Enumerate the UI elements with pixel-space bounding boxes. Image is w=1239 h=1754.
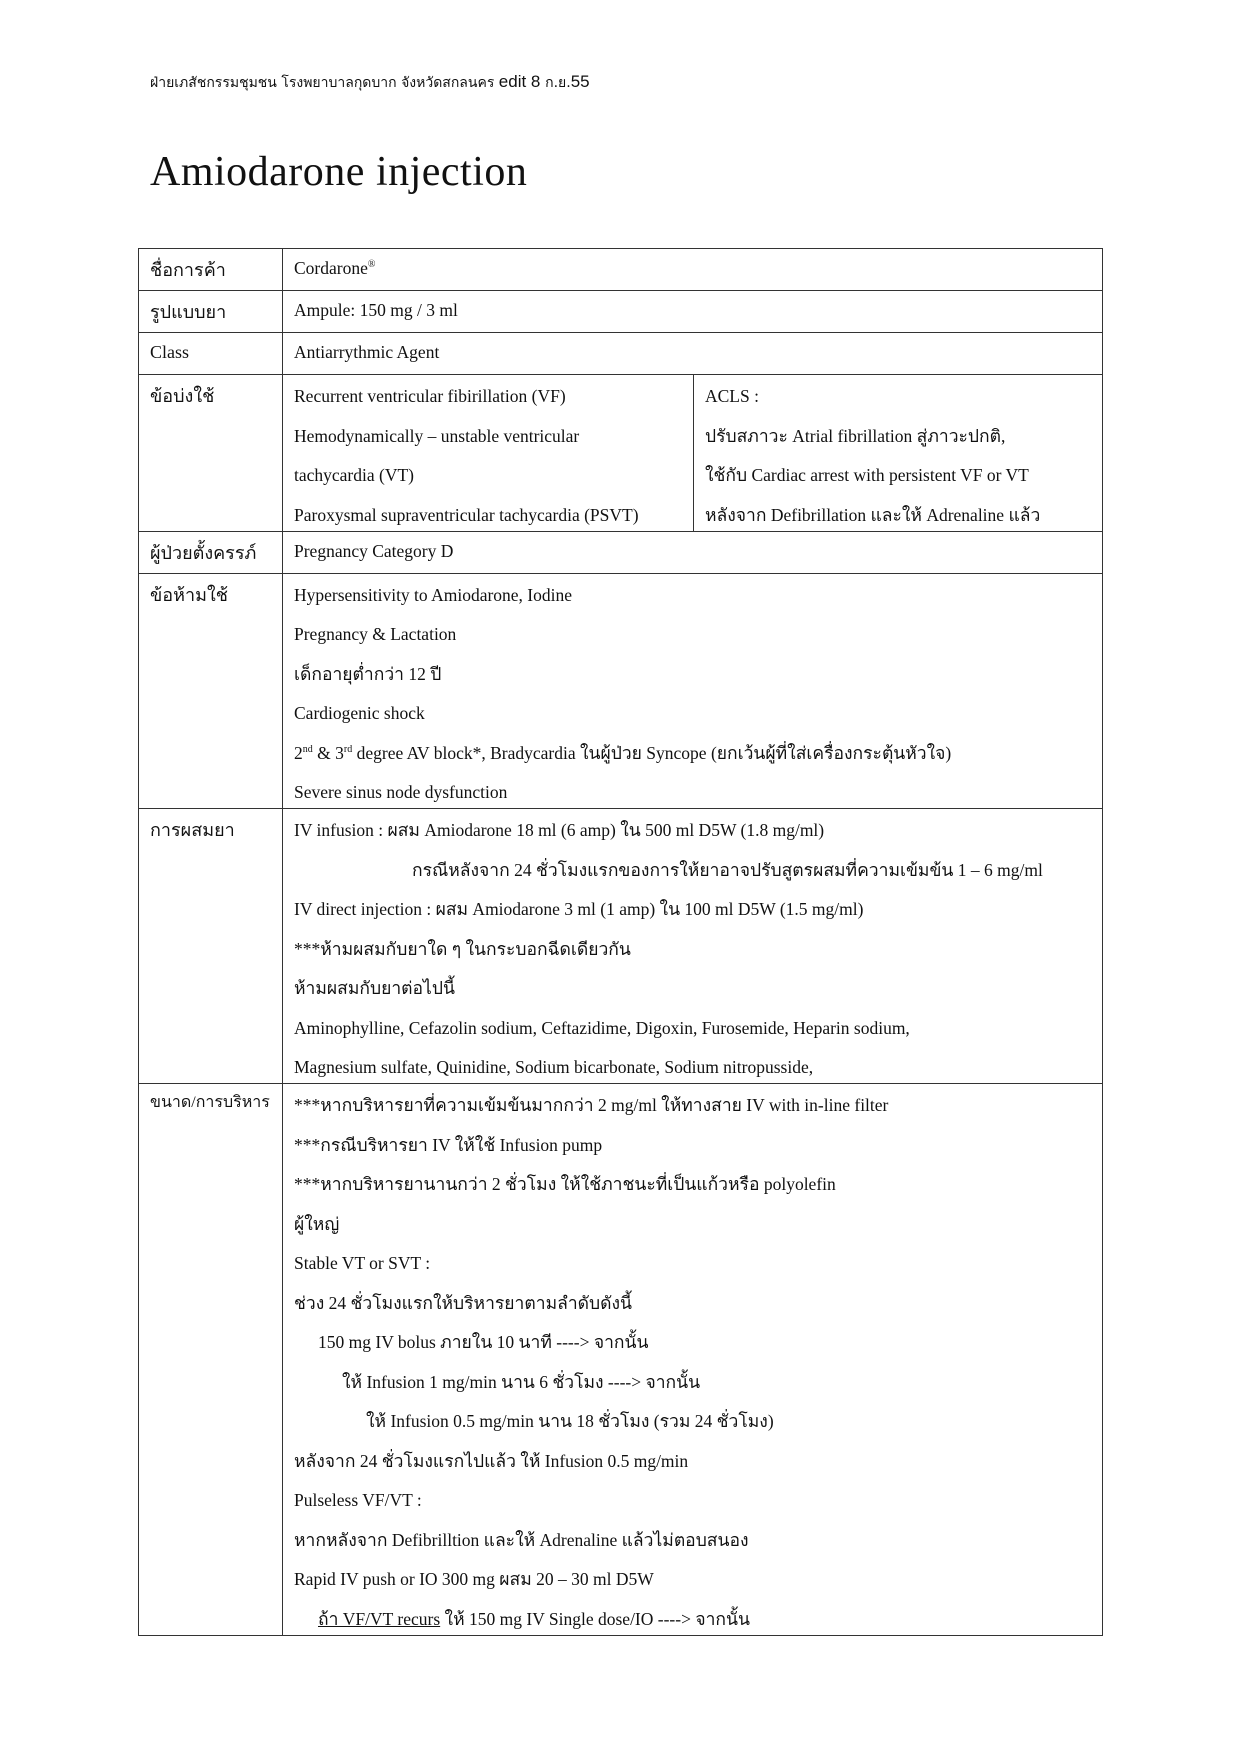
contraindications-list [283, 573, 1103, 809]
dosage-item: Rapid IV push or IO 300 mg ผสม 20 – 30 ml D5W [294, 1569, 654, 1589]
document-title: Amiodarone injection [150, 149, 528, 195]
label-pregnancy: ผู้ป่วยตั้งครรภ์ [139, 531, 283, 573]
mixing-item: กรณีหลังจาก 24 ชั่วโมงแรกของการให้ยาอาจปรับสูตรผสมที่ความเข้มข้น 1 – 6 mg/ml [412, 859, 1043, 880]
dosage-item: ***หากบริหารยาที่ความเข้มข้นมากกว่า 2 mg/ml ให้ทางสาย IV with in-line filter [294, 1095, 889, 1115]
dosage-item: ให้ Infusion 1 mg/min นาน 6 ชั่วโมง ----> จากนั้น [342, 1371, 701, 1392]
contraindication-item: Hypersensitivity to Amiodarone, Iodine [294, 584, 573, 605]
dosage-item: หากหลังจาก Defibrilltion และให้ Adrenaline แล้วไม่ตอบสนอง [294, 1529, 749, 1550]
contraindication-item: Pregnancy & Lactation [294, 624, 457, 644]
indication-item: Recurrent ventricular fibirillation (VF) [294, 386, 566, 406]
av-3: & 3 [312, 742, 344, 763]
contraindication-item [294, 738, 1102, 778]
label-trade-name: ชื่อการค้า [139, 249, 283, 291]
label-dosage-form: รูปแบบยา [139, 291, 283, 333]
header-hospital: ฝ่ายเภสัชกรรมชุมชน โรงพยาบาลกุดบาก จังหวัดสกลนคร [150, 75, 499, 91]
dosage-item: ให้ Infusion 0.5 mg/min นาน 18 ชั่วโมง (รวม 24 ชั่วโมง) [366, 1411, 774, 1431]
mixing-item: IV infusion : ผสม Amiodarone 18 ml (6 amp) ใน 500 ml D5W (1.8 mg/ml) [294, 820, 825, 840]
mixing-item: Aminophylline, Cefazolin sodium, Ceftazidime, Digoxin, Furosemide, Heparin sodium, [294, 1017, 910, 1038]
acls-item: หลังจาก Defibrillation และให้ Adrenaline แล้ว [704, 504, 1041, 525]
sup-rd: rd [343, 743, 353, 755]
recurs-rest: ให้ 150 mg IV Single dose/IO ----> จากนั้น [440, 1608, 750, 1629]
trade-name: Cordarone [294, 258, 368, 278]
dosage-item: ***กรณีบริหารยา IV ให้ใช้ Infusion pump [294, 1134, 603, 1155]
dosage-list [283, 1084, 1103, 1636]
av-2: 2 [294, 742, 303, 763]
av-text: degree AV block*, Bradycardia ในผู้ป่วย Syncope (ยกเว้นผู้ที่ใส่เครื่องกระตุ้นหัวใจ) [352, 742, 952, 763]
label-mixing: การผสมยา [139, 809, 283, 1084]
contraindication-item: เด็กอายุต่ำกว่า 12 ปี [294, 663, 442, 684]
indication-item: Hemodynamically – unstable ventricular [294, 425, 580, 446]
contraindication-item: Severe sinus node dysfunction [294, 782, 508, 802]
acls-notes [693, 375, 1102, 532]
recurs-underlined: ถ้า VF/VT recurs [318, 1608, 441, 1629]
acls-item: ปรับสภาวะ Atrial fibrillation สู่ภาวะปกติ, [704, 425, 1006, 446]
header-month: ก.ย. [545, 75, 571, 91]
dosage-item: หลังจาก 24 ชั่วโมงแรกไปแล้ว ให้ Infusion 0.5 mg/min [294, 1450, 689, 1471]
row-indications [139, 375, 1103, 532]
header-edit: edit 8 [498, 72, 546, 91]
dosage-item: Stable VT or SVT : [294, 1253, 431, 1273]
row-trade-name [139, 249, 1103, 291]
row-mixing [139, 809, 1103, 1084]
indication-item: Paroxysmal supraventricular tachycardia (PSVT) [294, 504, 639, 525]
dosage-item: 150 mg IV bolus ภายใน 10 นาที ----> จากนั้น [318, 1332, 649, 1352]
mixing-item: Magnesium sulfate, Quinidine, Sodium bicarbonate, Sodium nitropusside, [294, 1057, 814, 1077]
dosage-item: ผู้ใหญ่ [294, 1213, 340, 1234]
dosage-item: ***หากบริหารยานานกว่า 2 ชั่วโมง ให้ใช้ภาชนะที่เป็นแก้วหรือ polyolefin [294, 1174, 836, 1194]
row-class [139, 333, 1103, 375]
label-dosage: ขนาด/การบริหาร [139, 1084, 283, 1636]
acls-item: ACLS : [704, 386, 759, 406]
contraindication-item: Cardiogenic shock [294, 703, 425, 723]
mixing-item: ห้ามผสมกับยาต่อไปนี้ [294, 978, 455, 998]
mixing-item: ***ห้ามผสมกับยาใด ๆ ในกระบอกฉีดเดียวกัน [294, 938, 631, 959]
value-trade-name [283, 249, 1103, 291]
label-contraindications: ข้อห้ามใช้ [139, 573, 283, 809]
label-class: Class [139, 333, 283, 375]
registered-mark: ® [367, 259, 376, 271]
row-dosage [139, 1084, 1103, 1636]
dosage-item [294, 1604, 1102, 1633]
dosage-item: ช่วง 24 ชั่วโมงแรกให้บริหารยาตามลำดับดังนี้ [294, 1292, 633, 1313]
sup-nd: nd [302, 743, 313, 755]
dosage-item: Pulseless VF/VT : [294, 1490, 422, 1510]
value-pregnancy: Pregnancy Category D [283, 531, 1103, 573]
value-dosage-form: Ampule: 150 mg / 3 ml [283, 291, 1103, 333]
page-header [150, 72, 590, 94]
mixing-item: IV direct injection : ผสม Amiodarone 3 ml (1 amp) ใน 100 ml D5W (1.5 mg/ml) [294, 899, 864, 919]
indications-list [283, 375, 694, 532]
row-contraindications [139, 573, 1103, 809]
drug-info-table [138, 248, 1103, 1636]
value-class: Antiarrythmic Agent [283, 333, 1103, 375]
indication-item: tachycardia (VT) [294, 465, 414, 485]
label-indications: ข้อบ่งใช้ [139, 375, 283, 532]
mixing-list [283, 809, 1103, 1084]
row-pregnancy [139, 531, 1103, 573]
acls-item: ใช้กับ Cardiac arrest with persistent VF or VT [704, 465, 1029, 485]
header-year: 55 [570, 72, 590, 91]
row-dosage-form [139, 291, 1103, 333]
